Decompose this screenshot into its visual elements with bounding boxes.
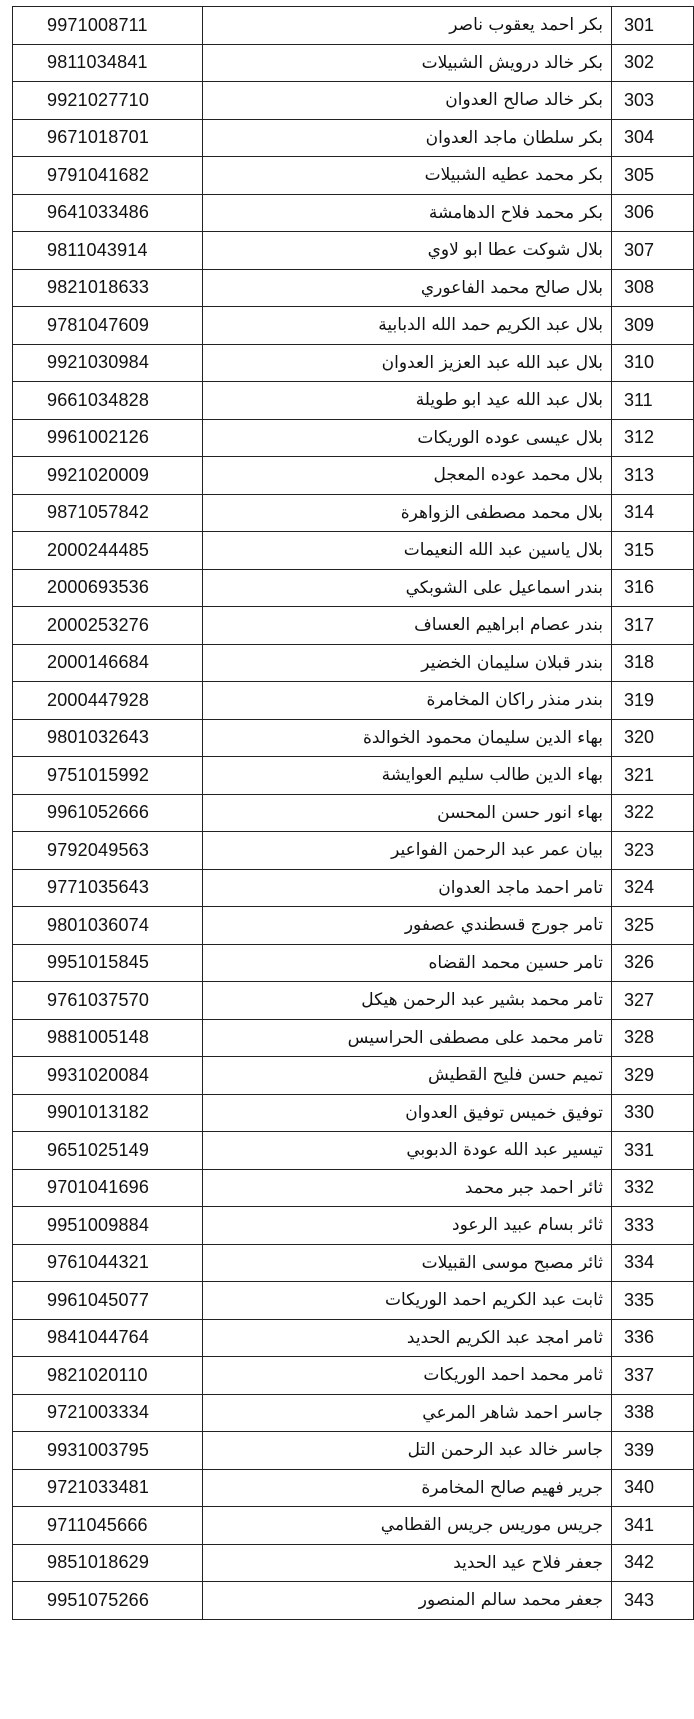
table-row	[13, 1207, 694, 1245]
national-id-cell: 9721033481	[13, 1469, 203, 1507]
table-row	[13, 1394, 694, 1432]
row-number-cell: 314	[612, 494, 694, 532]
row-number-cell: 318	[612, 644, 694, 682]
row-number-cell: 321	[612, 757, 694, 795]
table-row	[13, 82, 694, 120]
row-number-cell: 312	[612, 419, 694, 457]
row-number-cell: 305	[612, 157, 694, 195]
national-id-cell: 9971008711	[13, 7, 203, 45]
table-row	[13, 1319, 694, 1357]
table-row	[13, 1544, 694, 1582]
row-number-cell: 327	[612, 982, 694, 1020]
table-row	[13, 269, 694, 307]
table-row	[13, 1057, 694, 1095]
row-number-cell: 332	[612, 1169, 694, 1207]
table-row	[13, 382, 694, 420]
national-id-cell: 9701041696	[13, 1169, 203, 1207]
full-name-cell: بندر عصام ابراهيم العساف	[203, 607, 612, 645]
national-id-cell: 9881005148	[13, 1019, 203, 1057]
full-name-cell: تامر جورج قسطندي عصفور	[203, 907, 612, 945]
national-id-cell: 9781047609	[13, 307, 203, 345]
full-name-cell: بلال محمد عوده المعجل	[203, 457, 612, 495]
full-name-cell: تامر محمد على مصطفى الحراسيس	[203, 1019, 612, 1057]
table-row	[13, 344, 694, 382]
table-row	[13, 44, 694, 82]
national-id-cell: 9821018633	[13, 269, 203, 307]
row-number-cell: 336	[612, 1319, 694, 1357]
national-id-cell: 9671018701	[13, 119, 203, 157]
table-row	[13, 307, 694, 345]
full-name-cell: جرير فهيم صالح المخامرة	[203, 1469, 612, 1507]
national-id-cell: 9801032643	[13, 719, 203, 757]
full-name-cell: ثامر امجد عبد الكريم الحديد	[203, 1319, 612, 1357]
national-id-cell: 9961052666	[13, 794, 203, 832]
full-name-cell: ثائر مصبح موسى القبيلات	[203, 1244, 612, 1282]
national-id-cell: 9821020110	[13, 1357, 203, 1395]
table-row	[13, 7, 694, 45]
national-id-cell: 9961045077	[13, 1282, 203, 1320]
national-id-cell: 9851018629	[13, 1544, 203, 1582]
full-name-cell: جريس موريس جريس القطامي	[203, 1507, 612, 1545]
national-id-cell: 9641033486	[13, 194, 203, 232]
national-id-cell: 9951009884	[13, 1207, 203, 1245]
full-name-cell: تامر محمد بشير عبد الرحمن هيكل	[203, 982, 612, 1020]
national-id-cell: 9651025149	[13, 1132, 203, 1170]
table-row	[13, 1282, 694, 1320]
national-id-cell: 9921027710	[13, 82, 203, 120]
row-number-cell: 303	[612, 82, 694, 120]
row-number-cell: 311	[612, 382, 694, 420]
full-name-cell: بكر خالد درويش الشبيلات	[203, 44, 612, 82]
table-row	[13, 757, 694, 795]
national-id-cell: 9721003334	[13, 1394, 203, 1432]
full-name-cell: بندر منذر راكان المخامرة	[203, 682, 612, 720]
row-number-cell: 328	[612, 1019, 694, 1057]
row-number-cell: 326	[612, 944, 694, 982]
row-number-cell: 324	[612, 869, 694, 907]
full-name-cell: جعفر فلاح عيد الحديد	[203, 1544, 612, 1582]
national-id-cell: 9761044321	[13, 1244, 203, 1282]
full-name-cell: بلال صالح محمد الفاعوري	[203, 269, 612, 307]
full-name-cell: بلال عبد الكريم حمد الله الدبابية	[203, 307, 612, 345]
national-id-cell: 9811043914	[13, 232, 203, 270]
row-number-cell: 331	[612, 1132, 694, 1170]
national-id-cell: 2000244485	[13, 532, 203, 570]
full-name-cell: بيان عمر عبد الرحمن الفواعير	[203, 832, 612, 870]
table-row	[13, 194, 694, 232]
table-row	[13, 1432, 694, 1470]
national-id-cell: 9931020084	[13, 1057, 203, 1095]
row-number-cell: 306	[612, 194, 694, 232]
row-number-cell: 335	[612, 1282, 694, 1320]
table-row	[13, 532, 694, 570]
row-number-cell: 315	[612, 532, 694, 570]
row-number-cell: 307	[612, 232, 694, 270]
national-id-cell: 2000146684	[13, 644, 203, 682]
table-row	[13, 1357, 694, 1395]
full-name-cell: تامر احمد ماجد العدوان	[203, 869, 612, 907]
full-name-cell: بلال محمد مصطفى الزواهرة	[203, 494, 612, 532]
national-id-cell: 9761037570	[13, 982, 203, 1020]
national-id-cell: 9711045666	[13, 1507, 203, 1545]
full-name-cell: بندر اسماعيل على الشوبكي	[203, 569, 612, 607]
table-row	[13, 907, 694, 945]
row-number-cell: 317	[612, 607, 694, 645]
row-number-cell: 333	[612, 1207, 694, 1245]
full-name-cell: ثائر بسام عبيد الرعود	[203, 1207, 612, 1245]
row-number-cell: 325	[612, 907, 694, 945]
full-name-cell: جاسر خالد عبد الرحمن التل	[203, 1432, 612, 1470]
table-row	[13, 569, 694, 607]
table-row	[13, 1169, 694, 1207]
table-row	[13, 1132, 694, 1170]
roster-table-body	[13, 7, 694, 1620]
national-id-cell: 9951015845	[13, 944, 203, 982]
full-name-cell: بهاء انور حسن المحسن	[203, 794, 612, 832]
full-name-cell: ثابت عبد الكريم احمد الوريكات	[203, 1282, 612, 1320]
row-number-cell: 316	[612, 569, 694, 607]
table-row	[13, 719, 694, 757]
table-row	[13, 1019, 694, 1057]
row-number-cell: 334	[612, 1244, 694, 1282]
row-number-cell: 319	[612, 682, 694, 720]
row-number-cell: 340	[612, 1469, 694, 1507]
roster-table	[12, 6, 694, 1620]
national-id-cell: 9661034828	[13, 382, 203, 420]
row-number-cell: 302	[612, 44, 694, 82]
national-id-cell: 9791041682	[13, 157, 203, 195]
full-name-cell: تامر حسين محمد القضاه	[203, 944, 612, 982]
row-number-cell: 343	[612, 1582, 694, 1620]
national-id-cell: 9801036074	[13, 907, 203, 945]
national-id-cell: 9921030984	[13, 344, 203, 382]
table-row	[13, 419, 694, 457]
full-name-cell: توفيق خميس توفيق العدوان	[203, 1094, 612, 1132]
table-row	[13, 494, 694, 532]
table-row	[13, 832, 694, 870]
row-number-cell: 329	[612, 1057, 694, 1095]
national-id-cell: 9931003795	[13, 1432, 203, 1470]
full-name-cell: بكر سلطان ماجد العدوان	[203, 119, 612, 157]
full-name-cell: بكر محمد فلاح الدهامشة	[203, 194, 612, 232]
table-row	[13, 1582, 694, 1620]
full-name-cell: بلال عبد الله عيد ابو طويلة	[203, 382, 612, 420]
table-row	[13, 982, 694, 1020]
national-id-cell: 9751015992	[13, 757, 203, 795]
national-id-cell: 9921020009	[13, 457, 203, 495]
full-name-cell: تميم حسن فليح القطيش	[203, 1057, 612, 1095]
table-row	[13, 1469, 694, 1507]
row-number-cell: 309	[612, 307, 694, 345]
national-id-cell: 9771035643	[13, 869, 203, 907]
table-row	[13, 1094, 694, 1132]
table-row	[13, 457, 694, 495]
full-name-cell: بكر خالد صالح العدوان	[203, 82, 612, 120]
roster-sheet	[12, 6, 655, 1620]
full-name-cell: بهاء الدين سليمان محمود الخوالدة	[203, 719, 612, 757]
row-number-cell: 338	[612, 1394, 694, 1432]
national-id-cell: 9792049563	[13, 832, 203, 870]
full-name-cell: بندر قبلان سليمان الخضير	[203, 644, 612, 682]
national-id-cell: 9961002126	[13, 419, 203, 457]
table-row	[13, 794, 694, 832]
full-name-cell: ثامر محمد احمد الوريكات	[203, 1357, 612, 1395]
full-name-cell: بكر احمد يعقوب ناصر	[203, 7, 612, 45]
row-number-cell: 313	[612, 457, 694, 495]
full-name-cell: بهاء الدين طالب سليم العوايشة	[203, 757, 612, 795]
row-number-cell: 323	[612, 832, 694, 870]
row-number-cell: 320	[612, 719, 694, 757]
national-id-cell: 9811034841	[13, 44, 203, 82]
full-name-cell: بلال شوكت عطا ابو لاوي	[203, 232, 612, 270]
row-number-cell: 304	[612, 119, 694, 157]
full-name-cell: جاسر احمد شاهر المرعي	[203, 1394, 612, 1432]
full-name-cell: جعفر محمد سالم المنصور	[203, 1582, 612, 1620]
national-id-cell: 9901013182	[13, 1094, 203, 1132]
table-row	[13, 607, 694, 645]
table-row	[13, 157, 694, 195]
row-number-cell: 322	[612, 794, 694, 832]
full-name-cell: بلال عيسى عوده الوريكات	[203, 419, 612, 457]
row-number-cell: 337	[612, 1357, 694, 1395]
table-row	[13, 944, 694, 982]
full-name-cell: تيسير عبد الله عودة الدبوبي	[203, 1132, 612, 1170]
full-name-cell: ثائر احمد جبر محمد	[203, 1169, 612, 1207]
national-id-cell: 2000253276	[13, 607, 203, 645]
national-id-cell: 9951075266	[13, 1582, 203, 1620]
row-number-cell: 339	[612, 1432, 694, 1470]
table-row	[13, 869, 694, 907]
full-name-cell: بلال ياسين عبد الله النعيمات	[203, 532, 612, 570]
table-row	[13, 1244, 694, 1282]
row-number-cell: 330	[612, 1094, 694, 1132]
national-id-cell: 2000693536	[13, 569, 203, 607]
table-row	[13, 644, 694, 682]
table-row	[13, 1507, 694, 1545]
row-number-cell: 301	[612, 7, 694, 45]
full-name-cell: بكر محمد عطيه الشبيلات	[203, 157, 612, 195]
table-row	[13, 232, 694, 270]
table-row	[13, 119, 694, 157]
row-number-cell: 342	[612, 1544, 694, 1582]
row-number-cell: 310	[612, 344, 694, 382]
row-number-cell: 341	[612, 1507, 694, 1545]
national-id-cell: 9871057842	[13, 494, 203, 532]
national-id-cell: 2000447928	[13, 682, 203, 720]
row-number-cell: 308	[612, 269, 694, 307]
national-id-cell: 9841044764	[13, 1319, 203, 1357]
full-name-cell: بلال عبد الله عبد العزيز العدوان	[203, 344, 612, 382]
table-row	[13, 682, 694, 720]
